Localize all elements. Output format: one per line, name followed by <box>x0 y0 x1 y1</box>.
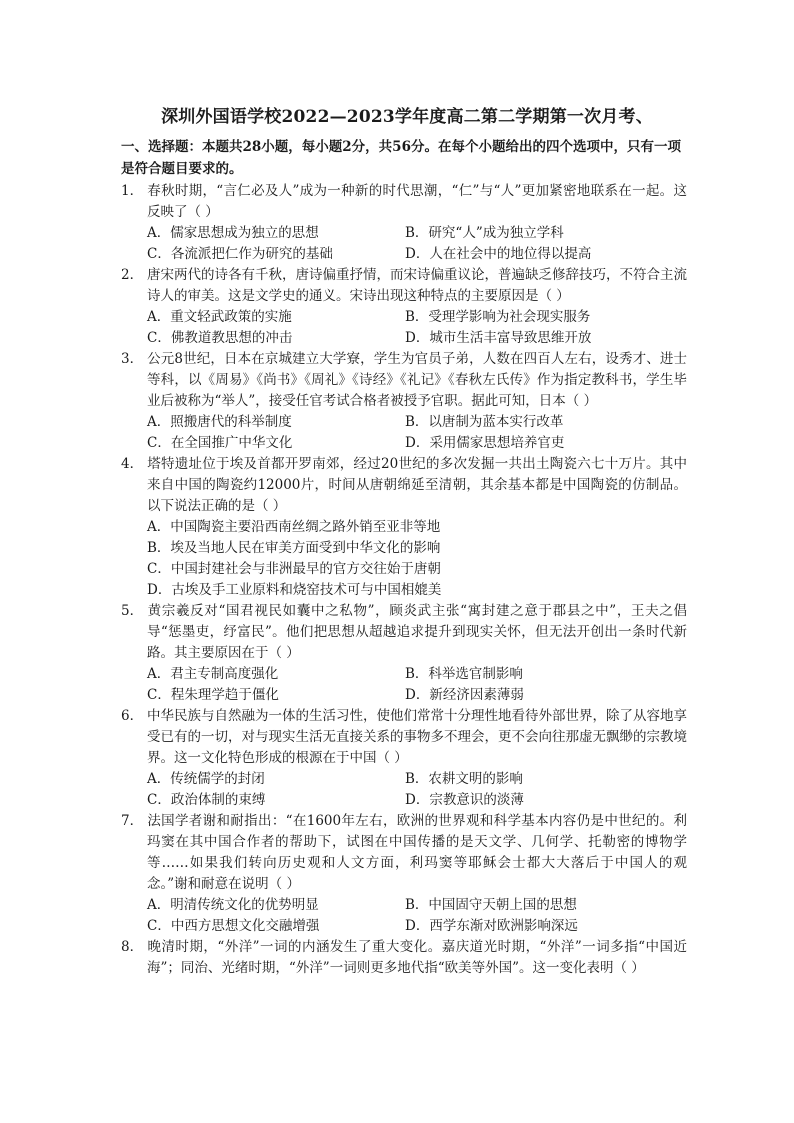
option-c[interactable]: C．佛教道教思想的冲击 <box>147 330 293 346</box>
question-number: 2． <box>121 267 144 283</box>
question-stem <box>121 265 687 307</box>
option-b[interactable]: B．中国固守天朝上国的思想 <box>405 897 577 913</box>
option-a[interactable]: A．重文轻武政策的实施 <box>147 309 292 325</box>
option-d[interactable]: D．宗教意识的淡薄 <box>405 792 524 808</box>
question-stem <box>121 181 687 223</box>
option-group <box>121 517 687 601</box>
option-group <box>121 664 687 706</box>
question-text: 黄宗羲反对“国君视民如囊中之私物”，顾炎武主张“寓封建之意于郡县之中”，王夫之倡导“惩墨吏，纾富民”。他们把思想从超越追求提升到现实关怀，但无法开创出一条时代新路。其主要原因在于（ ） <box>147 603 687 661</box>
option-a[interactable]: A．中国陶瓷主要沿西南丝绸之路外销至亚非等地 <box>147 519 441 535</box>
question-text: 晚清时期，“外洋”一词的内涵发生了重大变化。嘉庆道光时期，“外洋”一词多指“中国近海”；同治、光绪时期，“外洋”一词则更多地代指“欧美等外国”。这一变化表明（ ） <box>147 939 687 976</box>
question-8 <box>121 937 687 979</box>
option-a[interactable]: A．明清传统文化的优势明显 <box>147 897 319 913</box>
question-stem <box>121 706 687 769</box>
question-number: 4． <box>121 456 144 472</box>
question-number: 1． <box>121 183 144 199</box>
option-d[interactable]: D．新经济因素薄弱 <box>405 687 524 703</box>
section-instructions: 一、选择题：本题共28小题，每小题2分，共56分。在每个小题给出的四个选项中，只有一项是符合题目要求的。 <box>121 139 681 177</box>
option-group <box>121 769 687 811</box>
option-c[interactable]: C．政治体制的束缚 <box>147 792 266 808</box>
option-d[interactable]: D．古埃及手工业原料和烧窑技术可与中国相媲美 <box>147 582 442 598</box>
question-number: 5． <box>121 603 144 619</box>
option-b[interactable]: B．埃及当地人民在审美方面受到中华文化的影响 <box>147 540 441 556</box>
option-a[interactable]: A．儒家思想成为独立的思想 <box>147 225 319 241</box>
option-a[interactable]: A．传统儒学的封闭 <box>147 771 265 787</box>
option-c[interactable]: C．中西方思想文化交融增强 <box>147 918 320 934</box>
option-a[interactable]: A．君主专制高度强化 <box>147 666 279 682</box>
option-d[interactable]: D．采用儒家思想培养官吏 <box>405 435 565 451</box>
question-text: 唐宋两代的诗各有千秋，唐诗偏重抒情，而宋诗偏重议论，普遍缺乏修辞技巧，不符合主流诗人的审美。这是文学史的通义。宋诗出现这种特点的主要原因是（ ） <box>147 267 687 304</box>
option-d[interactable]: D．城市生活丰富导致思维开放 <box>405 330 592 346</box>
option-c[interactable]: C．中国封建社会与非洲最早的官方交往始于唐朝 <box>147 561 441 577</box>
question-7 <box>121 811 687 937</box>
option-c[interactable]: C．各流派把仁作为研究的基础 <box>147 246 333 262</box>
option-group <box>121 412 687 454</box>
option-b[interactable]: B．以唐制为蓝本实行改革 <box>405 414 564 430</box>
question-number: 6． <box>121 708 144 724</box>
option-group <box>121 895 687 937</box>
question-list <box>121 181 687 979</box>
option-b[interactable]: B．受理学影响为社会现实服务 <box>405 309 591 325</box>
question-text: 中华民族与自然融为一体的生活习性，使他们常常十分理性地看待外部世界，除了从容地享受已有的一切，对与现实生活无直接关系的事物多不理会，更不会向往那虚无飘缈的宗教境界。这一文化特色形成的根源在于中国（ ） <box>147 708 687 766</box>
option-b[interactable]: B．研究“人”成为独立学科 <box>405 225 564 241</box>
exam-title: 深圳外国语学校2022—2023学年度高二第二学期第一次月考、 <box>161 107 653 127</box>
question-4 <box>121 454 687 601</box>
question-stem <box>121 937 687 979</box>
question-stem <box>121 811 687 895</box>
option-group <box>121 223 687 265</box>
option-c[interactable]: C．在全国推广中华文化 <box>147 435 293 451</box>
question-number: 3． <box>121 351 144 367</box>
question-2 <box>121 265 687 349</box>
question-6 <box>121 706 687 811</box>
question-number: 8． <box>121 939 144 955</box>
option-b[interactable]: B．农耕文明的影响 <box>405 771 523 787</box>
option-d[interactable]: D．人在社会中的地位得以提高 <box>405 246 592 262</box>
question-text: 法国学者谢和耐指出：“在1600年左右，欧洲的世界观和科学基本内容仍是中世纪的。利玛窦在其中国合作者的帮助下，试图在中国传播的是天文学、几何学、托勒密的博物学等……如果我们转向历史观和人文方面，利玛窦等耶稣会士都大大落后于中国人的观念。”谢和耐意在说明（ ） <box>147 813 687 892</box>
question-3 <box>121 349 687 454</box>
question-5 <box>121 601 687 706</box>
question-number: 7． <box>121 813 144 829</box>
question-1 <box>121 181 687 265</box>
option-c[interactable]: C．程朱理学趋于僵化 <box>147 687 279 703</box>
option-b[interactable]: B．科举选官制影响 <box>405 666 523 682</box>
option-group <box>121 307 687 349</box>
question-text: 塔特遗址位于埃及首都开罗南郊，经过20世纪的多次发掘一共出土陶瓷六七十万片。其中来自中国的陶瓷约12000片，时间从唐朝绵延至清朝，其余基本都是中国陶瓷的仿制品。以下说法正确的是（ ） <box>147 456 687 514</box>
question-stem <box>121 349 687 412</box>
question-text: 公元8世纪，日本在京城建立大学寮，学生为官员子弟，人数在四百人左右，设秀才、进士等科，以《周易》《尚书》《周礼》《诗经》《礼记》《春秋左氏传》作为指定教科书，学生毕业后被称为“举人”，接受任官考试合格者被授予官职。据此可知，日本（ ） <box>147 351 687 409</box>
option-a[interactable]: A．照搬唐代的科举制度 <box>147 414 292 430</box>
question-stem <box>121 601 687 664</box>
option-d[interactable]: D．西学东渐对欧洲影响深远 <box>405 918 578 934</box>
question-text: 春秋时期，“言仁必及人”成为一种新的时代思潮，“仁”与“人”更加紧密地联系在一起。这反映了（ ） <box>147 183 687 220</box>
question-stem <box>121 454 687 517</box>
